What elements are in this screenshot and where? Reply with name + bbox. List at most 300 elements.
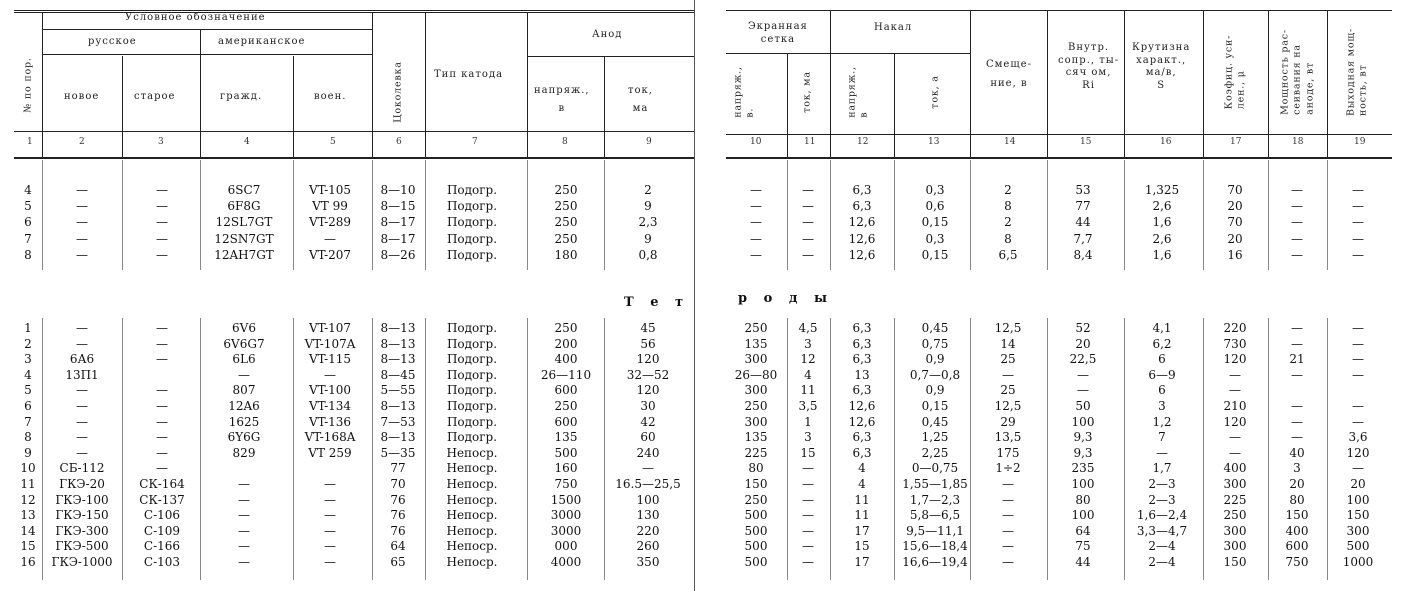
tetrode-cell-right: — [1352,336,1364,351]
triode-cell-right: — [802,231,814,246]
tetrode-cell: СК-164 [139,477,185,491]
tetrode-cell-right: 80 [1075,492,1091,507]
tetrode-cell-right: 12,6 [848,399,876,413]
rule-anode [527,56,694,57]
triode-cell: Подогр. [446,247,498,262]
tetrode-cell-right: 3 [1293,461,1301,476]
triode-cell-right: — [1352,247,1364,262]
tetrode-cell: 8—13 [380,430,416,445]
tetrode-cell-right: — [1002,555,1014,569]
tetrode-cell: 6V6G7 [223,336,265,351]
col-num: 2 [79,137,85,147]
triode-cell: VT-207 [308,247,352,262]
tetrode-cell: 13П1 [65,367,99,382]
tetrode-cell: — [238,555,250,569]
triode-cell: VT 99 [312,199,348,214]
vline [293,56,294,158]
vline-body [293,318,294,580]
vline-body [1268,160,1269,270]
col-num: 6 [396,137,402,147]
tetrode-cell-right: 12 [800,352,816,367]
triode-cell-right: 0,15 [921,215,949,230]
tetrode-cell-right: — [1352,414,1364,429]
tetrode-cell-right: 120 [1223,352,1247,367]
tetrode-cell-right: 600 [1285,539,1309,554]
tetrode-cell: — [324,367,336,382]
tetrode-cell-right: — [1352,321,1364,335]
tetrode-cell-right: 135 [744,430,768,445]
tetrode-cell: Непоср. [446,555,498,569]
tetrode-cell-right: — [802,461,814,476]
tetrode-cell-right: 3,6 [1348,430,1368,445]
tetrode-cell-right: 3 [1158,399,1166,413]
tetrode-cell: Подогр. [446,336,498,351]
vline-body [1124,318,1125,580]
vline-body [425,318,426,580]
vline-body [122,318,123,580]
tetrode-cell: 240 [636,445,660,460]
tetrode-cell: 76 [390,492,406,507]
tetrode-cell-right: 80 [1289,492,1305,507]
tetrode-cell: 16 [20,555,36,569]
tetrode-cell-right: 1,6—2,4 [1136,508,1188,523]
rule-screen-grid [726,53,830,54]
tetrode-cell: 160 [554,461,578,476]
tetrode-cell: 16.5—25,5 [615,477,681,491]
header-new: новое [64,91,100,102]
tetrode-cell: 200 [554,336,578,351]
tetrode-cell: 13 [20,508,36,523]
triode-cell-right: 53 [1075,183,1091,197]
triode-cell-right: 70 [1227,183,1243,197]
tetrode-cell: 8—13 [380,321,416,335]
tetrode-cell: 250 [554,321,578,335]
vline [425,12,426,158]
tetrode-cell: 400 [554,352,578,367]
tetrode-cell: 750 [554,477,578,491]
tetrode-cell-right: 500 [1346,539,1370,554]
vline-body [787,160,788,270]
tetrode-cell-right: 100 [1071,414,1095,429]
tetrode-cell-right: 2—4 [1148,555,1176,569]
triode-cell-right: — [750,231,762,246]
triode-cell-right: 0,6 [925,199,945,214]
col-num: 14 [1004,137,1016,147]
tetrode-cell-right: 75 [1075,539,1091,554]
tetrode-cell: 56 [640,336,656,351]
tetrode-cell: С-166 [143,539,181,554]
tetrode-cell: 15 [20,539,36,554]
tetrode-cell: 807 [232,383,256,398]
tetrode-cell-right: 22,5 [1069,352,1097,367]
tetrode-cell-right: — [1352,399,1364,413]
tetrode-cell-right: 400 [1223,461,1247,476]
tetrode-cell: 120 [636,383,660,398]
tetrode-cell: 77 [390,461,406,476]
tetrode-cell: ГКЭ-20 [59,477,105,491]
tetrode-cell-right: 3 [804,336,812,351]
tetrode-cell-right: 40 [1289,445,1305,460]
tetrode-cell: 7 [24,414,32,429]
tetrode-cell: 4000 [550,555,582,569]
tetrode-cell-right: 135 [744,336,768,351]
tetrode-cell-right: — [802,523,814,538]
rule-designation [42,29,372,30]
tetrode-cell-right: 300 [1223,523,1247,538]
tetrode-cell: 11 [20,477,36,491]
tetrode-cell: 260 [636,539,660,554]
tetrode-cell-right: 150 [1223,555,1247,569]
tetrode-cell-right: 210 [1223,399,1247,413]
vline-body [1327,160,1328,270]
triode-cell-right: 6,3 [852,183,872,197]
col-num: 17 [1230,137,1242,147]
triode-cell-right: 12,6 [848,247,876,262]
tetrode-cell-right: 1÷2 [995,461,1021,476]
tetrode-cell-right: 15 [800,445,816,460]
tetrode-cell: 14 [20,523,36,538]
tetrode-cell: 6Y6G [227,430,261,445]
triode-cell-right: 6,3 [852,199,872,214]
tetrode-cell: 76 [390,508,406,523]
header-anode-voltage: напряж., в [534,85,590,114]
rule-numbers-bottom-right [726,157,1392,159]
triode-cell: 5 [24,199,32,214]
tetrode-cell-right: 220 [1223,321,1247,335]
tetrode-cell: 120 [636,352,660,367]
triode-cell: 250 [554,199,578,214]
vline-body [830,160,831,270]
triode-cell-right: 1,6 [1152,247,1172,262]
tetrode-cell: — [324,492,336,507]
triode-cell: 4 [24,183,32,197]
triode-cell: Подогр. [446,183,498,197]
tetrode-cell: 350 [636,555,660,569]
tetrode-cell-right: 4 [858,477,866,491]
tetrode-cell: 3000 [550,523,582,538]
tetrode-cell-right: 21 [1289,352,1305,367]
tetrode-cell-right: 6 [1158,383,1166,398]
vline-body [1203,318,1204,580]
tetrode-cell: 8—13 [380,399,416,413]
triode-cell-right: 2 [1004,183,1012,197]
triode-cell: — [76,247,88,262]
tetrode-cell-right: — [1156,445,1168,460]
tetrode-cell: — [156,352,168,367]
tetrode-cell: 6А6 [69,352,95,367]
tetrode-cell-right: 20 [1289,477,1305,491]
vline [787,53,788,158]
vline-body [293,160,294,270]
triode-cell: 6 [24,215,32,230]
triode-cell-right: 77 [1075,199,1091,214]
triode-cell: — [76,231,88,246]
triode-cell-right: — [750,199,762,214]
tetrode-cell: — [324,477,336,491]
vline-body [425,160,426,270]
tetrode-cell-right: 12,5 [994,399,1022,413]
tetrode-cell-right: 250 [1223,508,1247,523]
tetrode-cell-right: 235 [1071,461,1095,476]
tetrode-cell-right: — [1291,399,1303,413]
tetrode-cell-right: — [802,477,814,491]
triode-cell: 8—15 [380,199,416,214]
tetrode-cell: VT-100 [308,383,352,398]
tetrode-cell-right: 730 [1223,336,1247,351]
tetrode-cell-right: 250 [744,492,768,507]
header-anode: Анод [592,29,623,40]
tetrode-cell-right: 400 [1285,523,1309,538]
tetrode-cell: 12A6 [228,399,260,413]
vline-body [894,160,895,270]
tetrode-cell: ГКЭ-1000 [51,555,113,569]
header-civil: гражд. [220,91,263,102]
tetrode-cell-right: — [1002,539,1014,554]
header-amplification: Коэфиц. уси- лен., μ [1223,34,1247,110]
col-num: 4 [244,137,250,147]
tetrode-cell: 6L6 [232,352,256,367]
triode-cell-right: 20 [1227,199,1243,214]
tetrode-cell-right: 11 [854,492,870,507]
vline [894,53,895,158]
tetrode-cell: 6V6 [232,321,256,335]
tetrode-cell-right: 4 [804,367,812,382]
triode-cell-right: — [802,199,814,214]
triode-cell-right: 16 [1227,247,1243,262]
tetrode-cell: 7—53 [380,414,416,429]
triode-cell-right: — [1291,247,1303,262]
col-num: 1 [27,137,33,147]
tetrode-cell: 3 [24,352,32,367]
tetrode-cell-right: 150 [1346,508,1370,523]
tetrode-cell-right: — [1291,336,1303,351]
tetrode-cell-right: — [1002,477,1014,491]
tetrode-cell-right: 1,7 [1152,461,1172,476]
tetrode-cell-right: 1,7—2,3 [909,492,961,507]
triode-cell: — [76,215,88,230]
tetrode-cell: 829 [232,445,256,460]
triode-cell: 6F8G [227,199,261,214]
tetrode-cell: — [156,414,168,429]
vline-body [200,160,201,270]
tetrode-cell: Подогр. [446,367,498,382]
triode-cell-right: — [1291,215,1303,230]
tetrode-cell: Непоср. [446,523,498,538]
tetrode-cell: — [76,321,88,335]
col-num: 7 [472,137,478,147]
tetrode-cell: 65 [390,555,406,569]
tetrode-cell: — [642,461,654,476]
vline [372,12,373,158]
tetrode-cell: — [76,430,88,445]
vline-body [372,160,373,270]
triode-cell: 8—26 [380,247,416,262]
vline [527,12,528,158]
tetrode-cell: ГКЭ-300 [55,523,109,538]
tetrode-cell: VT-134 [308,399,352,413]
tetrode-cell: 70 [390,477,406,491]
triode-cell-right: 44 [1075,215,1091,230]
header-heater-current: ток, а [929,75,941,109]
triode-cell-right: — [1291,183,1303,197]
tetrode-cell-right: 12,5 [994,321,1022,335]
tetrode-cell-right: 80 [748,461,764,476]
vline-body [894,318,895,580]
tetrode-cell: 60 [640,430,656,445]
triode-cell-right: — [1291,199,1303,214]
tetrode-cell: Непоср. [446,539,498,554]
tetrode-cell-right: 2,25 [921,445,949,460]
tetrode-cell: Подогр. [446,399,498,413]
tetrode-cell-right: 300 [744,414,768,429]
vline-body [1047,318,1048,580]
tetrode-cell-right: 14 [1000,336,1016,351]
tetrode-cell: Непоср. [446,492,498,507]
triode-cell: 8—17 [380,215,416,230]
tetrode-cell-right: 0,45 [921,321,949,335]
triode-cell-right: 2,6 [1152,199,1172,214]
tetrode-cell-right: — [1291,430,1303,445]
tetrode-cell-right: 250 [744,399,768,413]
tetrode-cell-right: — [1077,367,1089,382]
triode-cell-right: 20 [1227,231,1243,246]
triode-cell: 250 [554,215,578,230]
tetrode-cell-right: — [1352,367,1364,382]
tetrode-cell-right: 0,75 [921,336,949,351]
tetrode-cell-right: 0,15 [921,399,949,413]
tetrode-cell-right: 2—4 [1148,539,1176,554]
tetrode-cell-right: 500 [744,539,768,554]
header-heater: Накал [874,22,913,33]
tetrode-cell: 5 [24,383,32,398]
vline [1124,10,1125,158]
tetrode-cell-right: — [1291,367,1303,382]
tetrode-cell: — [238,508,250,523]
vline [42,12,43,158]
tetrode-cell-right: — [1352,461,1364,476]
tetrode-cell-right: 6,3 [852,430,872,445]
tetrode-cell-right: 16,6—19,4 [902,555,968,569]
tetrode-cell-right: 750 [1285,555,1309,569]
col-num: 10 [750,137,762,147]
tetrode-cell-right: — [802,492,814,507]
triode-cell: — [324,231,336,246]
tetrode-cell-right: 300 [744,352,768,367]
tetrode-cell-right: 120 [1346,445,1370,460]
vline-body [970,318,971,580]
triode-cell: 6SC7 [227,183,261,197]
tetrode-cell-right: — [1002,492,1014,507]
tetrode-cell: — [156,399,168,413]
header-heater-voltage: напряж., в [846,66,870,118]
tetrode-cell: — [238,477,250,491]
rule-lang [42,54,372,55]
tetrode-cell: 10 [20,461,36,476]
triode-cell: 12SN7GT [214,231,274,246]
triode-cell-right: — [750,215,762,230]
tetrode-cell: Подогр. [446,430,498,445]
tetrode-cell-right: 300 [1223,539,1247,554]
tetrode-cell-right: 50 [1075,399,1091,413]
tetrode-cell: СБ-112 [59,461,105,476]
vline-body [42,160,43,270]
tetrode-cell: — [156,461,168,476]
tetrode-cell: — [238,492,250,507]
tetrode-cell: Подогр. [446,383,498,398]
tetrode-cell-right: 100 [1071,508,1095,523]
triode-cell: 8—10 [380,183,416,197]
header-old: старое [134,91,176,102]
tetrode-cell-right: — [1002,508,1014,523]
tetrode-cell: — [238,523,250,538]
triode-cell-right: 2,6 [1152,231,1172,246]
triode-cell-right: 12,6 [848,231,876,246]
tetrode-cell-right: 11 [800,383,816,398]
tetrode-cell-right: 20 [1350,477,1366,491]
tetrode-cell: 135 [554,430,578,445]
tetrode-cell: 5—35 [380,445,416,460]
header-russian: русское [88,36,137,47]
col-num: 18 [1292,137,1304,147]
triode-cell-right: — [802,247,814,262]
tetrode-cell-right: 6,3 [852,336,872,351]
tetrode-cell-right: 15,6—18,4 [902,539,968,554]
tetrode-cell: 000 [554,539,578,554]
vline-body [372,318,373,580]
col-num: 15 [1080,137,1092,147]
tetrode-cell-right: 13,5 [994,430,1022,445]
col-num: 12 [857,137,869,147]
tetrode-cell-right: 1,25 [921,430,949,445]
tetrode-cell: — [76,383,88,398]
tetrode-cell-right: — [1229,383,1241,398]
triode-cell: — [156,247,168,262]
triode-cell-right: 12,6 [848,215,876,230]
tetrode-cell-right: — [802,508,814,523]
triode-cell-right: 1,6 [1152,215,1172,230]
tetrode-cell-right: — [1229,430,1241,445]
triode-cell-right: 0,3 [925,231,945,246]
triode-cell-right: — [1352,215,1364,230]
tetrode-cell-right: 225 [1223,492,1247,507]
tetrode-cell: 8—45 [380,367,416,382]
header-row-no: № по пор. [22,57,34,113]
vline-body [527,160,528,270]
triode-cell: 2,3 [638,215,658,230]
tetrode-cell: — [324,508,336,523]
tetrode-cell: 250 [554,399,578,413]
vline-body [1124,160,1125,270]
col-num: 11 [804,137,816,147]
header-dissipation: Мощность рас- сеивания на аноде, вт [1279,29,1316,115]
col-num: 9 [646,137,652,147]
tetrode-cell: 5—55 [380,383,416,398]
tetrode-cell: VT-136 [308,414,352,429]
header-output-power: Выходная мощ- ность, вт [1345,27,1369,117]
tetrode-cell-right: — [802,539,814,554]
triode-cell-right: 70 [1227,215,1243,230]
tetrode-cell-right: 64 [1075,523,1091,538]
tetrode-cell: 4 [24,367,32,382]
vline [970,10,971,158]
tetrode-cell-right: 1,2 [1152,414,1172,429]
tetrode-cell-right: 15 [854,539,870,554]
tetrode-cell-right: 17 [854,555,870,569]
tetrode-cell-right: — [1229,445,1241,460]
triode-cell: 2 [644,183,652,197]
tetrode-cell: 12 [20,492,36,507]
triode-cell: — [156,231,168,246]
